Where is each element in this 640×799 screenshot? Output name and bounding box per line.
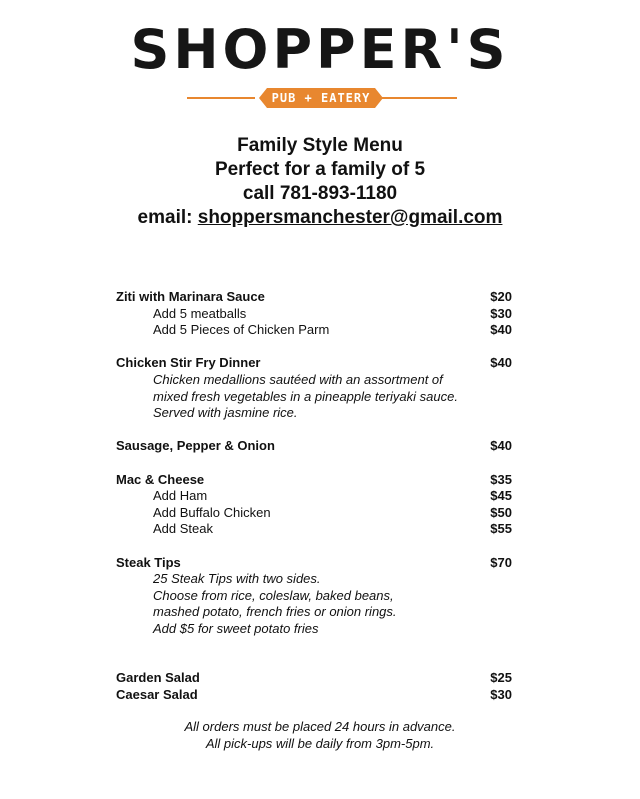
menu-item-sausage <box>116 438 512 455</box>
footer-note: All orders must be placed 24 hours in advance. <box>184 719 456 734</box>
addon-row <box>116 488 512 505</box>
logo-tagline-band <box>187 85 457 113</box>
addon-name: Add Steak <box>153 521 213 537</box>
logo-rule-left <box>187 97 255 99</box>
logo-rule-right <box>377 97 457 99</box>
menu-item-steak-tips <box>116 555 512 572</box>
item-name: Mac & Cheese <box>116 471 205 487</box>
email-link[interactable]: shoppersmanchester@gmail.com <box>197 207 503 228</box>
item-name: Sausage, Pepper & Onion <box>116 438 275 454</box>
item-price: $20 <box>490 289 512 304</box>
addon-price: $40 <box>490 322 512 338</box>
addon-row <box>116 521 512 538</box>
item-description: Chicken medallions sautéed with an assortment of <box>153 371 443 387</box>
item-price: $70 <box>490 554 512 570</box>
addon-row <box>116 322 512 339</box>
email-label: email: <box>137 207 193 228</box>
addon-price: $30 <box>490 305 512 321</box>
menu-item-ziti <box>116 289 512 306</box>
item-price: $25 <box>490 670 512 686</box>
item-name: Steak Tips <box>116 554 181 570</box>
addon-name: Add 5 meatballs <box>153 305 247 321</box>
addon-name: Add Buffalo Chicken <box>153 504 271 520</box>
addon-name: Add 5 Pieces of Chicken Parm <box>153 322 330 338</box>
item-description: Served with jasmine rice. <box>153 405 298 421</box>
item-name: Ziti with Marinara Sauce <box>116 289 265 304</box>
menu-list <box>116 289 512 704</box>
item-name: Chicken Stir Fry Dinner <box>116 355 261 371</box>
item-description: 25 Steak Tips with two sides. <box>153 571 321 587</box>
item-description: mixed fresh vegetables in a pineapple teriyaki sauce. <box>153 388 458 404</box>
addon-price: $45 <box>490 488 512 504</box>
item-price: $35 <box>490 471 512 487</box>
item-description: Add $5 for sweet potato fries <box>153 620 319 636</box>
item-description: Choose from rice, coleslaw, baked beans, <box>153 587 394 603</box>
email-line <box>0 206 640 230</box>
item-price: $40 <box>490 355 512 371</box>
menu-item-mac-cheese <box>116 472 512 489</box>
menu-subtitle: Perfect for a family of 5 <box>214 159 426 180</box>
logo-wordmark: SHOPPER'S <box>130 18 510 81</box>
item-description: mashed potato, french fries or onion rings. <box>153 604 397 620</box>
phone-line: call 781-893-1180 <box>242 183 398 204</box>
menu-footer <box>0 718 640 752</box>
addon-name: Add Ham <box>153 488 208 504</box>
item-name: Caesar Salad <box>116 687 198 703</box>
item-price: $40 <box>490 438 512 454</box>
footer-note: All pick-ups will be daily from 3pm-5pm. <box>205 736 435 751</box>
logo-tagline: PUB + EATERY <box>267 88 375 108</box>
item-price: $30 <box>490 687 512 703</box>
addon-row <box>116 306 512 323</box>
menu-item-caesar-salad <box>116 687 512 704</box>
menu-title: Family Style Menu <box>237 135 403 156</box>
item-name: Garden Salad <box>116 670 200 686</box>
addon-price: $50 <box>490 504 512 520</box>
menu-header <box>0 134 640 230</box>
addon-row <box>116 505 512 522</box>
menu-item-garden-salad <box>116 670 512 687</box>
addon-price: $55 <box>490 521 512 537</box>
menu-item-stir-fry <box>116 355 512 372</box>
